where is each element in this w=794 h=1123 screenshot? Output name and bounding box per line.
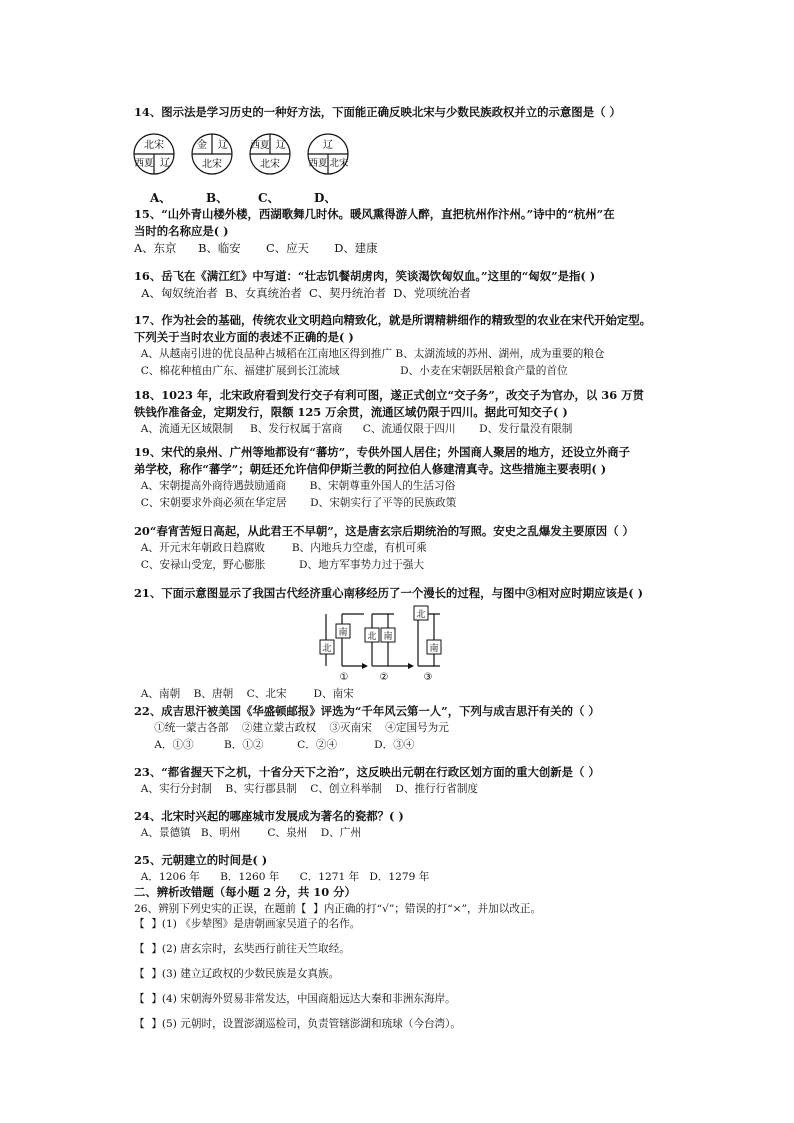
q17-stem-line2: 下列关于当时农业方面的表述不正确的是( ) [134, 330, 354, 344]
q21-south-2: 南 [383, 632, 393, 642]
q21-south-1: 南 [338, 628, 348, 638]
q14-c-tl: 西夏 [250, 140, 270, 151]
q14-diagram-b [192, 134, 232, 174]
q21-mark-3: ③ [423, 672, 433, 683]
question-17 [134, 312, 660, 380]
judgement-item-4: 【 】(4) 宋朝海外贸易非常发达，中国商船远达大秦和非洲东海岸。 [134, 993, 456, 1005]
q21-south-3: 南 [429, 644, 439, 654]
q19-stem-line2: 弟学校，称作“蕃学”；朝廷还允许信仰伊斯兰教的阿拉伯人修建清真寺。这些措施主要表明( ) [134, 462, 607, 476]
q14-label-a: A、 [150, 191, 172, 205]
q14-diagram-c [250, 134, 290, 174]
section-2 [134, 884, 660, 918]
q14-a-top: 北宋 [144, 140, 164, 151]
q14-a-bl: 西夏 [134, 158, 154, 169]
q21-mark-2: ② [379, 672, 389, 683]
q14-b-tr: 辽 [218, 140, 228, 151]
q22-options: A．①③ B．①② C．②④ D．③④ [134, 739, 415, 751]
question-19 [134, 444, 660, 512]
q14-label-c: C、 [258, 191, 280, 205]
question-21 [134, 585, 660, 602]
section-2-heading: 二、辨析改错题（每小题 2 分，共 10 分） [134, 885, 356, 899]
q15-stem-line1: 15、“山外青山楼外楼，西湖歌舞几时休。暖风熏得游人醉，直把杭州作汴州。”诗中的“杭州”在 [134, 207, 615, 221]
q14-d-top: 辽 [323, 140, 333, 151]
judgement-item-3: 【 】(3) 建立辽政权的少数民族是女真族。 [134, 968, 340, 980]
judgement-item-1: 【 】(1) 《步辇图》是唐朝画家吴道子的名作。 [134, 918, 361, 930]
q14-a-br: 辽 [160, 158, 170, 169]
q15-options: A、东京 B、临安 C、应天 D、建康 [134, 241, 378, 255]
q15-stem-line2: 当时的名称应是( ) [134, 224, 229, 238]
q19-option-1: A、宋朝提高外商待遇鼓励通商 B、宋朝尊重外国人的生活习俗 [134, 480, 456, 492]
q14-d-br: 北宋 [329, 158, 349, 169]
q19-option-2: C、宋朝要求外商必须在华定居 D、宋朝实行了平等的民族政策 [134, 497, 457, 509]
q14-label-d: D、 [314, 191, 337, 205]
q18-options: A、流通无区域限制 B、发行权属于富商 C、流通仅限于四川 D、发行量没有限制 [134, 423, 573, 435]
q14-diagram-d [308, 134, 349, 174]
judgement-item-2: 【 】(2) 唐玄宗时，玄奘西行前往天竺取经。 [134, 943, 350, 955]
q17-option-2: C、棉花种植由广东、福建扩展到长江流域 D、小麦在宋朝跃居粮食产量的首位 [134, 365, 568, 377]
q25-stem: 25、元朝建立的时间是( ) [134, 853, 268, 867]
question-22 [134, 703, 660, 754]
q17-stem-line1: 17、作为社会的基础，传统农业文明趋向精致化，就是所谓精耕细作的精致型的农业在宋代开始定型。 [134, 313, 652, 327]
section-2-items [134, 916, 660, 1041]
q21-north-3: 北 [416, 610, 426, 620]
question-18 [134, 387, 660, 438]
q22-stem: 22、成吉思汗被美国《华盛顿邮报》评选为“千年风云第一人”，下列与成吉思汗有关的（ ） [134, 704, 600, 718]
q14-b-top: 金 [197, 140, 207, 151]
q14-diagrams [130, 132, 370, 182]
q21-stem: 21、下面示意图显示了我国古代经济重心南移经历了一个漫长的过程，与图中③相对应时期应该是( ) [134, 586, 644, 600]
q22-items: ①统一蒙古各部 ②建立蒙古政权 ③灭南宋 ④定国号为元 [134, 722, 449, 734]
q19-stem-line1: 19、宋代的泉州、广州等地都设有“蕃坊”，专供外国人居住；外国商人聚居的地方，还设立外商子 [134, 445, 630, 459]
q14-c-tr: 辽 [276, 140, 286, 151]
q14-b-bottom: 北宋 [202, 159, 222, 170]
q21-north-1: 北 [322, 644, 332, 654]
q14-stem: 14、图示法是学习历史的一种好方法，下面能正确反映北宋与少数民族政权并立的示意图是（ ） [134, 105, 621, 119]
q17-option-1: A、从越南引进的优良品种占城稻在江南地区得到推广 B、太湖流域的苏州、湖州，成为重要的粮仓 [134, 348, 605, 360]
q20-stem: 20“春宵苦短日高起，从此君王不早朝”，这是唐玄宗后期统治的写照。安史之乱爆发主要原因（ ） [134, 524, 634, 538]
question-20 [134, 523, 660, 574]
q23-stem: 23、“都省握天下之机，十省分天下之治”，这反映出元朝在行政区划方面的重大创新是（ ） [134, 765, 600, 779]
q20-option-2: C、安禄山受宠，野心膨胀 D、地方军事势力过于强大 [134, 559, 425, 571]
question-15 [134, 206, 660, 257]
q18-stem-line1: 18、1023 年，北宋政府看到发行交子有利可图，遂正式创立“交子务”，改交子为官办，以 36 万贯 [134, 388, 644, 402]
question-25 [134, 852, 660, 886]
question-14 [134, 104, 660, 121]
q16-options: A、匈奴统治者 B、女真统治者 C、契丹统治者 D、党项统治者 [134, 286, 471, 300]
question-16 [134, 268, 660, 302]
q21-options: A、南朝 B、唐朝 C、北宋 D、南宋 [134, 688, 354, 700]
q21-diagram [318, 604, 468, 684]
question-23 [134, 764, 660, 798]
section-2-instruction: 26、辨别下列史实的正误，在题前【 】内正确的打“√”；错误的打“×”，并加以改正。 [134, 903, 542, 915]
judgement-item-5: 【 】(5) 元朝时，设置澎湖巡检司，负责管辖澎湖和琉球（今台湾）。 [134, 1018, 462, 1030]
q16-stem: 16、岳飞在《满江红》中写道：“壮志饥餐胡虏肉，笑谈渴饮匈奴血。”这里的“匈奴”是指( ) [134, 269, 596, 283]
q24-options: A、景德镇 B、明州 C、泉州 D、广州 [134, 827, 361, 839]
q21-options-wrap [134, 686, 660, 703]
q21-mark-1: ① [339, 672, 349, 683]
q14-diagram-a [134, 134, 174, 174]
q21-north-2: 北 [367, 632, 377, 642]
q20-option-1: A、开元末年朝政日趋腐败 B、内地兵力空虚，有机可乘 [134, 542, 427, 554]
question-24 [134, 808, 660, 842]
q24-stem: 24、北宋时兴起的哪座城市发展成为著名的瓷都？( ) [134, 809, 404, 823]
q23-options: A、实行分封制 B、实行郡县制 C、创立科举制 D、推行行省制度 [134, 783, 479, 795]
q14-d-bl: 西夏 [308, 158, 328, 169]
q14-label-b: B、 [206, 191, 229, 205]
q14-c-bottom: 北宋 [260, 159, 280, 170]
q25-options: A．1206 年 B．1260 年 C．1271 年 D．1279 年 [134, 871, 430, 883]
q18-stem-line2: 铁钱作准备金，定期发行，限额 125 万余贯，流通区域仍限于四川。据此可知交子( ) [134, 405, 568, 419]
